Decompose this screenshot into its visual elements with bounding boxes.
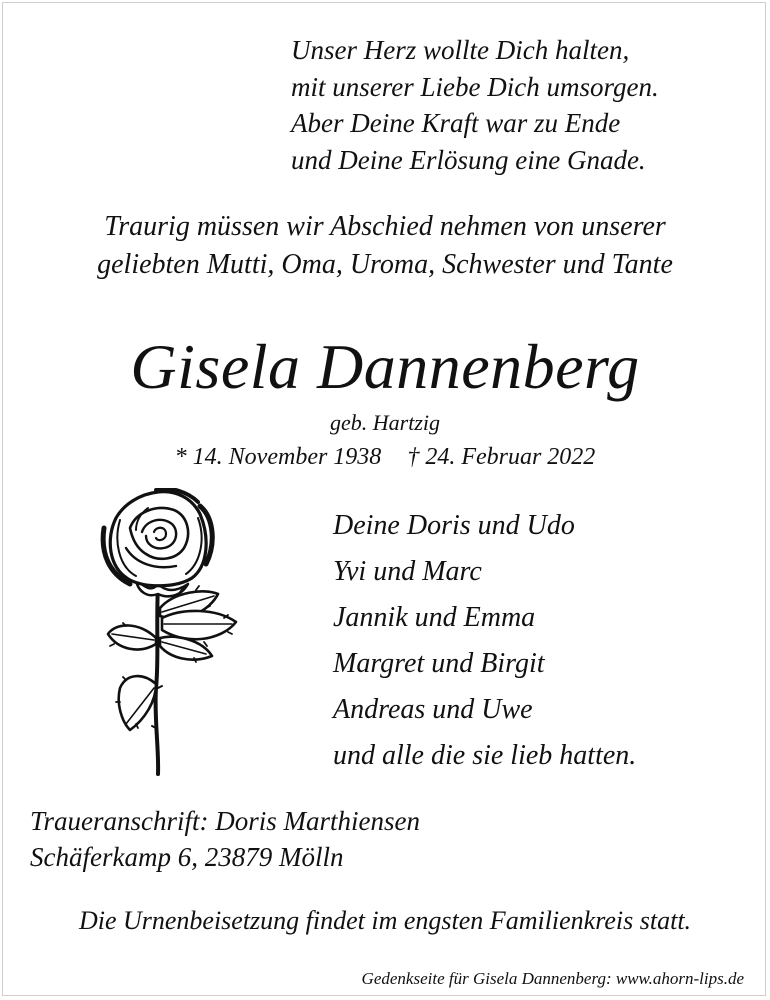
family-line: Andreas und Uwe (333, 694, 533, 725)
mourning-address (30, 803, 420, 875)
maiden-name: geb. Hartzig (330, 410, 440, 435)
address-line: Schäferkamp 6, 23879 Mölln (30, 842, 344, 872)
poem-line: mit unserer Liebe Dich umsorgen. (291, 71, 659, 102)
poem (291, 32, 659, 178)
address-line: Traueranschrift: Doris Marthiensen (30, 806, 421, 836)
intro-line: Traurig müssen wir Abschied nehmen von unserer (104, 211, 666, 242)
family-list (333, 503, 636, 779)
birth-date: * 14. November 1938 (174, 444, 382, 470)
family-line: Deine Doris und Udo (333, 510, 575, 541)
life-dates (0, 440, 770, 474)
memorial-page-link[interactable]: Gedenkseite für Gisela Dannenberg: www.ahorn-lips.de (361, 969, 744, 988)
poem-line: und Deine Erlösung eine Gnade. (291, 144, 646, 175)
death-date: † 24. Februar 2022 (407, 444, 596, 470)
rose-icon (96, 488, 246, 778)
intro-line: geliebten Mutti, Oma, Uroma, Schwester und Tante (97, 249, 673, 280)
burial-note: Die Urnenbeisetzung findet im engsten Familienkreis statt. (78, 906, 692, 935)
family-line: Margret und Birgit (333, 648, 545, 679)
intro-text (0, 208, 770, 284)
family-line: Jannik und Emma (333, 602, 536, 633)
family-line: und alle die sie lieb hatten. (333, 740, 637, 771)
deceased-name: Gisela Dannenberg (130, 331, 640, 402)
family-line: Yvi und Marc (333, 556, 482, 587)
poem-line: Unser Herz wollte Dich halten, (291, 35, 630, 65)
poem-line: Aber Deine Kraft war zu Ende (291, 108, 621, 138)
